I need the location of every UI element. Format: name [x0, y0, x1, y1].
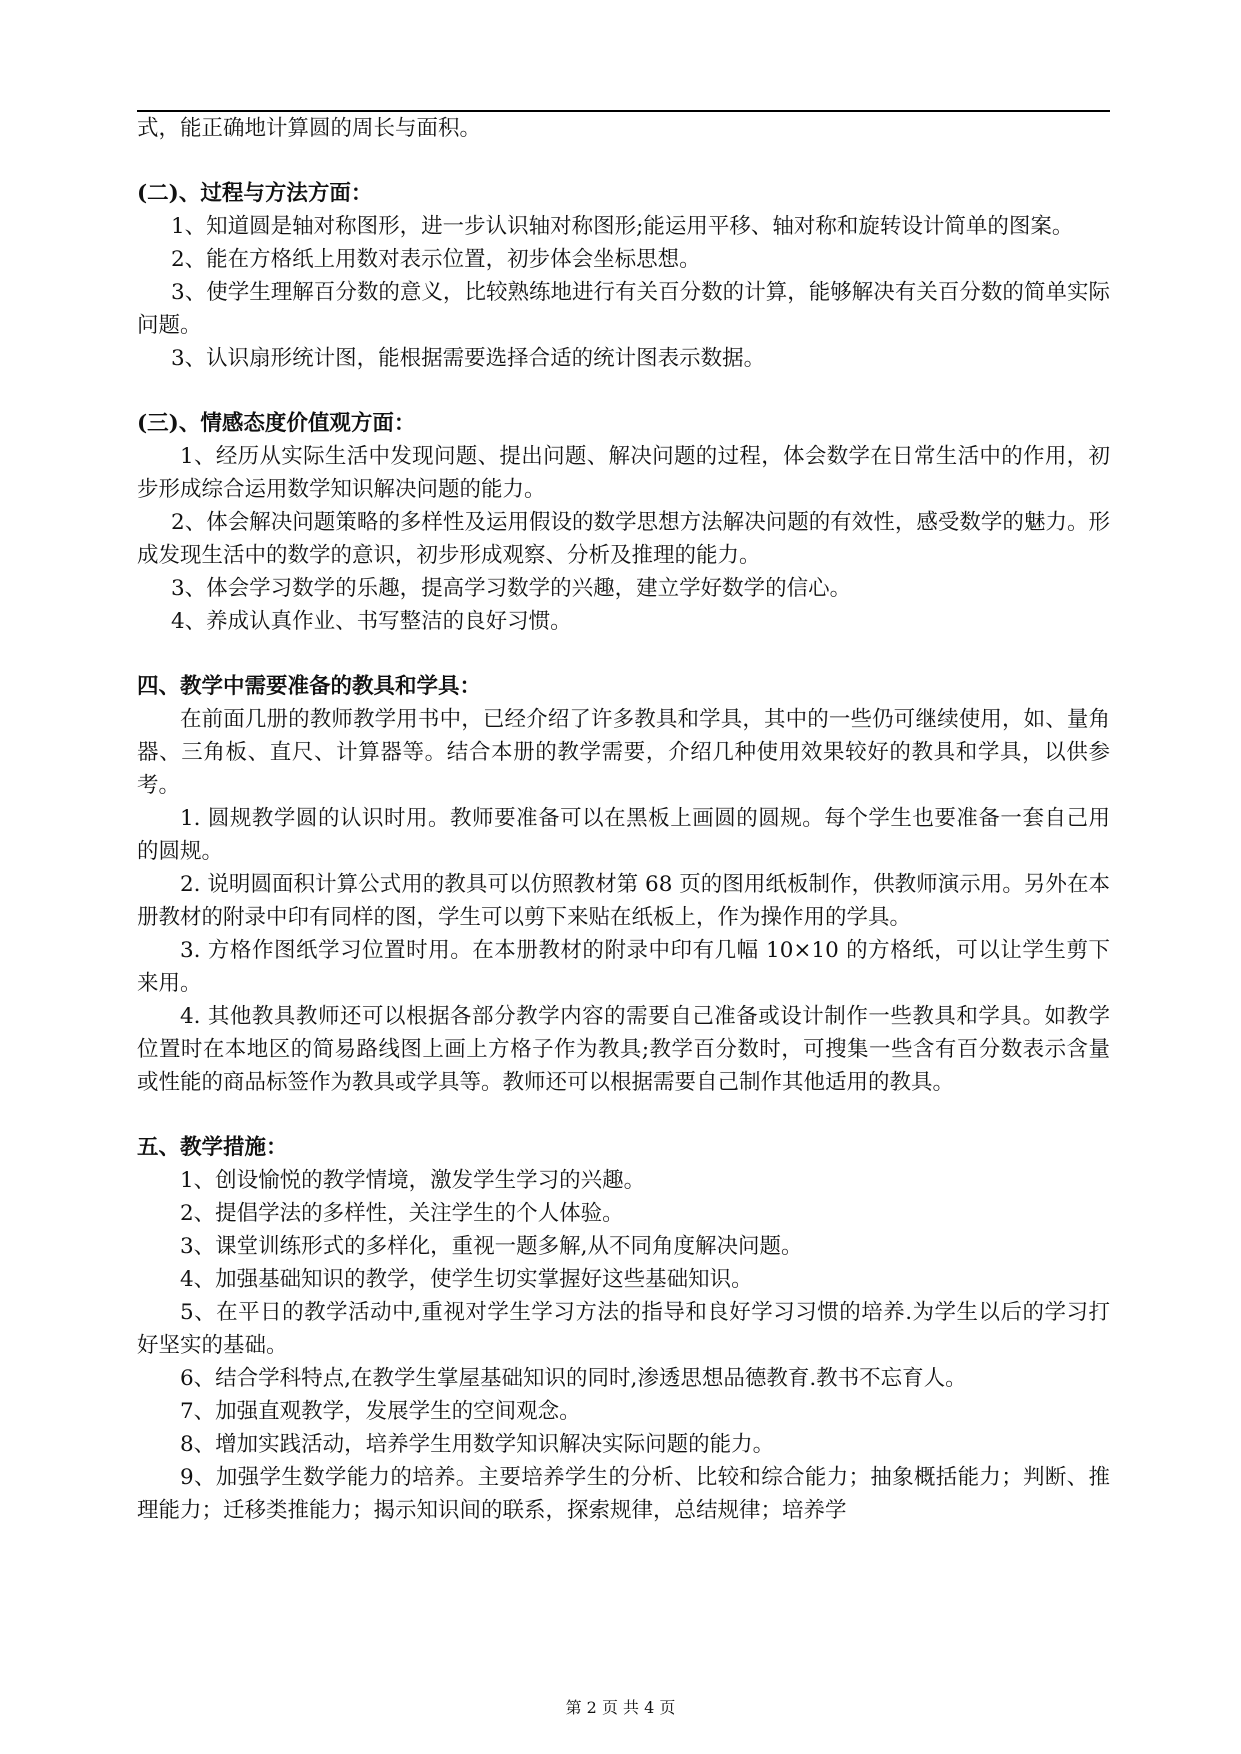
spacer — [137, 1099, 1110, 1131]
section-5-item: 8、增加实践活动，培养学生用数学知识解决实际问题的能力。 — [180, 1432, 775, 1457]
section-2-item: 1、知道圆是轴对称图形，进一步认识轴对称图形;能运用平移、轴对称和旋转设计简单的图案。 — [171, 214, 1074, 239]
section-2-heading: (二)、过程与方法方面： — [137, 181, 373, 206]
spacer — [137, 638, 1110, 670]
section-2-item: 3、使学生理解百分数的意义，比较熟练地进行有关百分数的计算，能够解决有关百分数的简单实际问题。 — [137, 280, 1110, 338]
section-3-item: 1、经历从实际生活中发现问题、提出问题、解决问题的过程，体会数学在日常生活中的作用，初步形成综合运用数学知识解决问题的能力。 — [137, 444, 1110, 502]
section-2-item: 3、认识扇形统计图，能根据需要选择合适的统计图表示数据。 — [171, 346, 766, 371]
section-5-item: 9、加强学生数学能力的培养。主要培养学生的分析、比较和综合能力；抽象概括能力；判断、推理能力；迁移类推能力；揭示知识间的联系，探索规律，总结规律；培养学 — [137, 1465, 1110, 1523]
section-5-item: 4、加强基础知识的教学，使学生切实掌握好这些基础知识。 — [180, 1267, 753, 1292]
section-2-item: 2、能在方格纸上用数对表示位置，初步体会坐标思想。 — [171, 247, 701, 272]
section-4-item: 3. 方格作图纸学习位置时用。在本册教材的附录中印有几幅 10×10 的方格纸，可以让学生剪下来用。 — [137, 938, 1110, 996]
section-4-item: 2. 说明圆面积计算公式用的教具可以仿照教材第 68 页的图用纸板制作，供教师演示用。另外在本册教材的附录中印有同样的图，学生可以剪下来贴在纸板上，作为操作用的学具。 — [137, 872, 1110, 930]
section-3-heading: (三)、情感态度价值观方面： — [137, 411, 416, 436]
section-5-item: 2、提倡学法的多样性，关注学生的个人体验。 — [180, 1201, 624, 1226]
section-3-item: 2、体会解决问题策略的多样性及运用假设的数学思想方法解决问题的有效性，感受数学的魅力。形成发现生活中的数学的意识，初步形成观察、分析及推理的能力。 — [137, 510, 1110, 568]
section-4-heading: 四、教学中需要准备的教具和学具： — [137, 674, 482, 699]
section-5-item: 6、结合学科特点,在教学生掌屋基础知识的同时,渗透思想品德教育.教书不忘育人。 — [180, 1366, 967, 1391]
document-body — [137, 112, 1110, 1527]
section-5-item: 7、加强直观教学，发展学生的空间观念。 — [180, 1399, 581, 1424]
spacer — [137, 145, 1110, 177]
spacer — [137, 375, 1110, 407]
section-4-item: 4. 其他教具教师还可以根据各部分教学内容的需要自己准备或设计制作一些教具和学具。如教学位置时在本地区的简易路线图上画上方格子作为教具;教学百分数时，可搜集一些含有百分数表示含量或性能的商品标签作为教具或学具等。教师还可以根据需要自己制作其他适用的教具。 — [137, 1004, 1110, 1095]
section-5-item: 1、创设愉悦的教学情境，激发学生学习的兴趣。 — [180, 1168, 646, 1193]
intro-line: 式，能正确地计算圆的周长与面积。 — [137, 116, 482, 141]
section-5-item: 5、在平日的教学活动中,重视对学生学习方法的指导和良好学习习惯的培养.为学生以后的学习打好坚实的基础。 — [137, 1300, 1110, 1358]
section-4-item: 在前面几册的教师教学用书中，已经介绍了许多教具和学具，其中的一些仍可继续使用，如、量角器、三角板、直尺、计算器等。结合本册的教学需要，介绍几种使用效果较好的教具和学具，以供参考。 — [137, 707, 1110, 798]
section-3-item: 3、体会学习数学的乐趣，提高学习数学的兴趣，建立学好数学的信心。 — [171, 576, 852, 601]
section-5-heading: 五、教学措施： — [137, 1135, 288, 1160]
section-4-item: 1. 圆规教学圆的认识时用。教师要准备可以在黑板上画圆的圆规。每个学生也要准备一套自己用的圆规。 — [137, 806, 1110, 864]
section-3-item: 4、养成认真作业、书写整洁的良好习惯。 — [171, 609, 572, 634]
page-footer: 第 2 页 共 4 页 — [565, 1698, 676, 1717]
section-5-item: 3、课堂训练形式的多样化，重视一题多解,从不同角度解决问题。 — [180, 1234, 803, 1259]
